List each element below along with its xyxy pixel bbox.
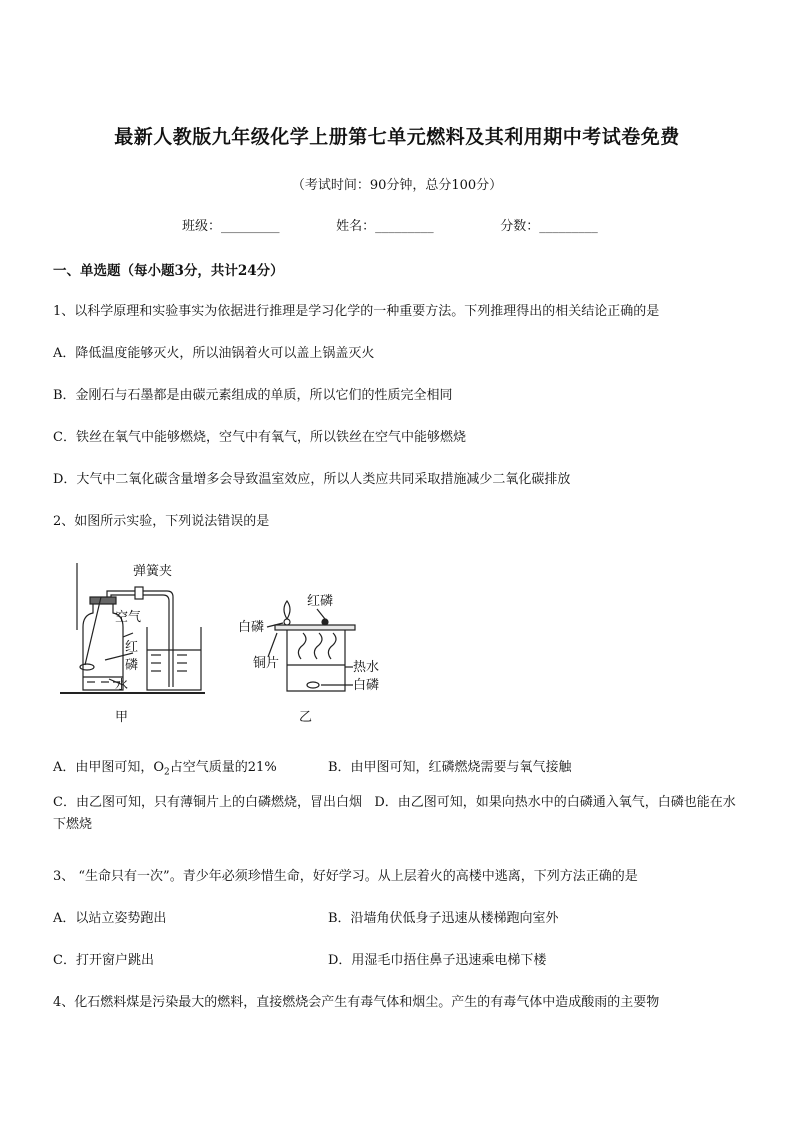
question-2-option-a <box>53 756 277 778</box>
option-a-text-end: 占空气质量的21% <box>169 760 277 775</box>
question-2-option-c: C．由乙图可知，只有薄铜片上的白磷燃烧，冒出白烟 <box>53 795 362 810</box>
copper-label: 铜片 <box>253 656 280 671</box>
setup-jia <box>60 563 205 693</box>
red-phosphorus-label-2: 磷 <box>125 658 139 673</box>
question-3-stem: 3、 “生命只有一次”。青少年必须珍惜生命，好好学习。从上层着火的高楼中逃离，下列方法正确的是 <box>53 869 638 884</box>
hot-water-label: 热水 <box>353 660 380 675</box>
question-2-option-d: D．由乙图可知，如果向热水中的白磷通入氧气，白磷也能在水下燃烧 <box>53 795 736 832</box>
student-info-row <box>182 215 598 234</box>
question-2-option-b: B．由甲图可知，红磷燃烧需要与氧气接触 <box>328 760 572 775</box>
question-2-stem: 2、如图所示实验，下列说法错误的是 <box>53 514 270 529</box>
option-a-text: A．由甲图可知，O <box>53 760 165 775</box>
score-field: 分数：_________ <box>500 219 598 234</box>
question-1-stem: 1、以科学原理和实验事实为依据进行推理是学习化学的一种重要方法。下列推理得出的相关结论正确的是 <box>53 304 660 319</box>
figure-yi-label: 乙 <box>299 710 313 725</box>
question-3-option-c: C．打开窗户跳出 <box>53 953 154 968</box>
air-label: 空气 <box>115 610 142 625</box>
red-phosphorus-label-1: 红 <box>125 640 139 655</box>
class-field: 班级：_________ <box>182 219 280 234</box>
question-2-options-cd <box>53 792 743 836</box>
question-1-option-a: A．降低温度能够灭火，所以油锅着火可以盖上锅盖灭火 <box>53 346 375 361</box>
question-1-option-b: B．金刚石与石墨都是由碳元素组成的单质，所以它们的性质完全相同 <box>53 388 453 403</box>
question-4-stem: 4、化石燃料煤是污染最大的燃料，直接燃烧会产生有毒气体和烟尘。产生的有毒气体中造成酸雨的主要物 <box>53 995 660 1010</box>
question-3-option-d: D．用湿毛巾捂住鼻子迅速乘电梯下楼 <box>328 953 547 968</box>
question-1-option-c: C．铁丝在氧气中能够燃烧，空气中有氧气，所以铁丝在空气中能够燃烧 <box>53 430 466 445</box>
question-1-option-d: D．大气中二氧化碳含量增多会导致温室效应，所以人类应共同采取措施减少二氧化碳排放 <box>53 472 571 487</box>
white-phosphorus-bottom-label: 白磷 <box>353 678 380 693</box>
red-phosphorus-label: 红磷 <box>307 594 334 609</box>
question-3-option-a: A．以站立姿势跑出 <box>53 911 167 926</box>
name-field: 姓名：_________ <box>336 219 434 234</box>
experiment-diagram <box>55 555 395 730</box>
page-title: 最新人教版九年级化学上册第七单元燃料及其利用期中考试卷免费 <box>114 126 680 148</box>
section-heading: 一、单选题（每小题3分，共计24分） <box>53 263 284 279</box>
figure-jia-label: 甲 <box>115 710 129 725</box>
experiment-figure <box>55 555 395 730</box>
question-3-option-b: B．沿墙角伏低身子迅速从楼梯跑向室外 <box>328 911 559 926</box>
white-phosphorus-top-label: 白磷 <box>238 620 265 635</box>
clip-label: 弹簧夹 <box>133 564 173 579</box>
option-a-subscript: 2 <box>164 767 170 778</box>
exam-info: （考试时间：90分钟，总分100分） <box>291 178 503 193</box>
water-label: 水 <box>115 678 129 693</box>
setup-yi <box>267 601 355 691</box>
